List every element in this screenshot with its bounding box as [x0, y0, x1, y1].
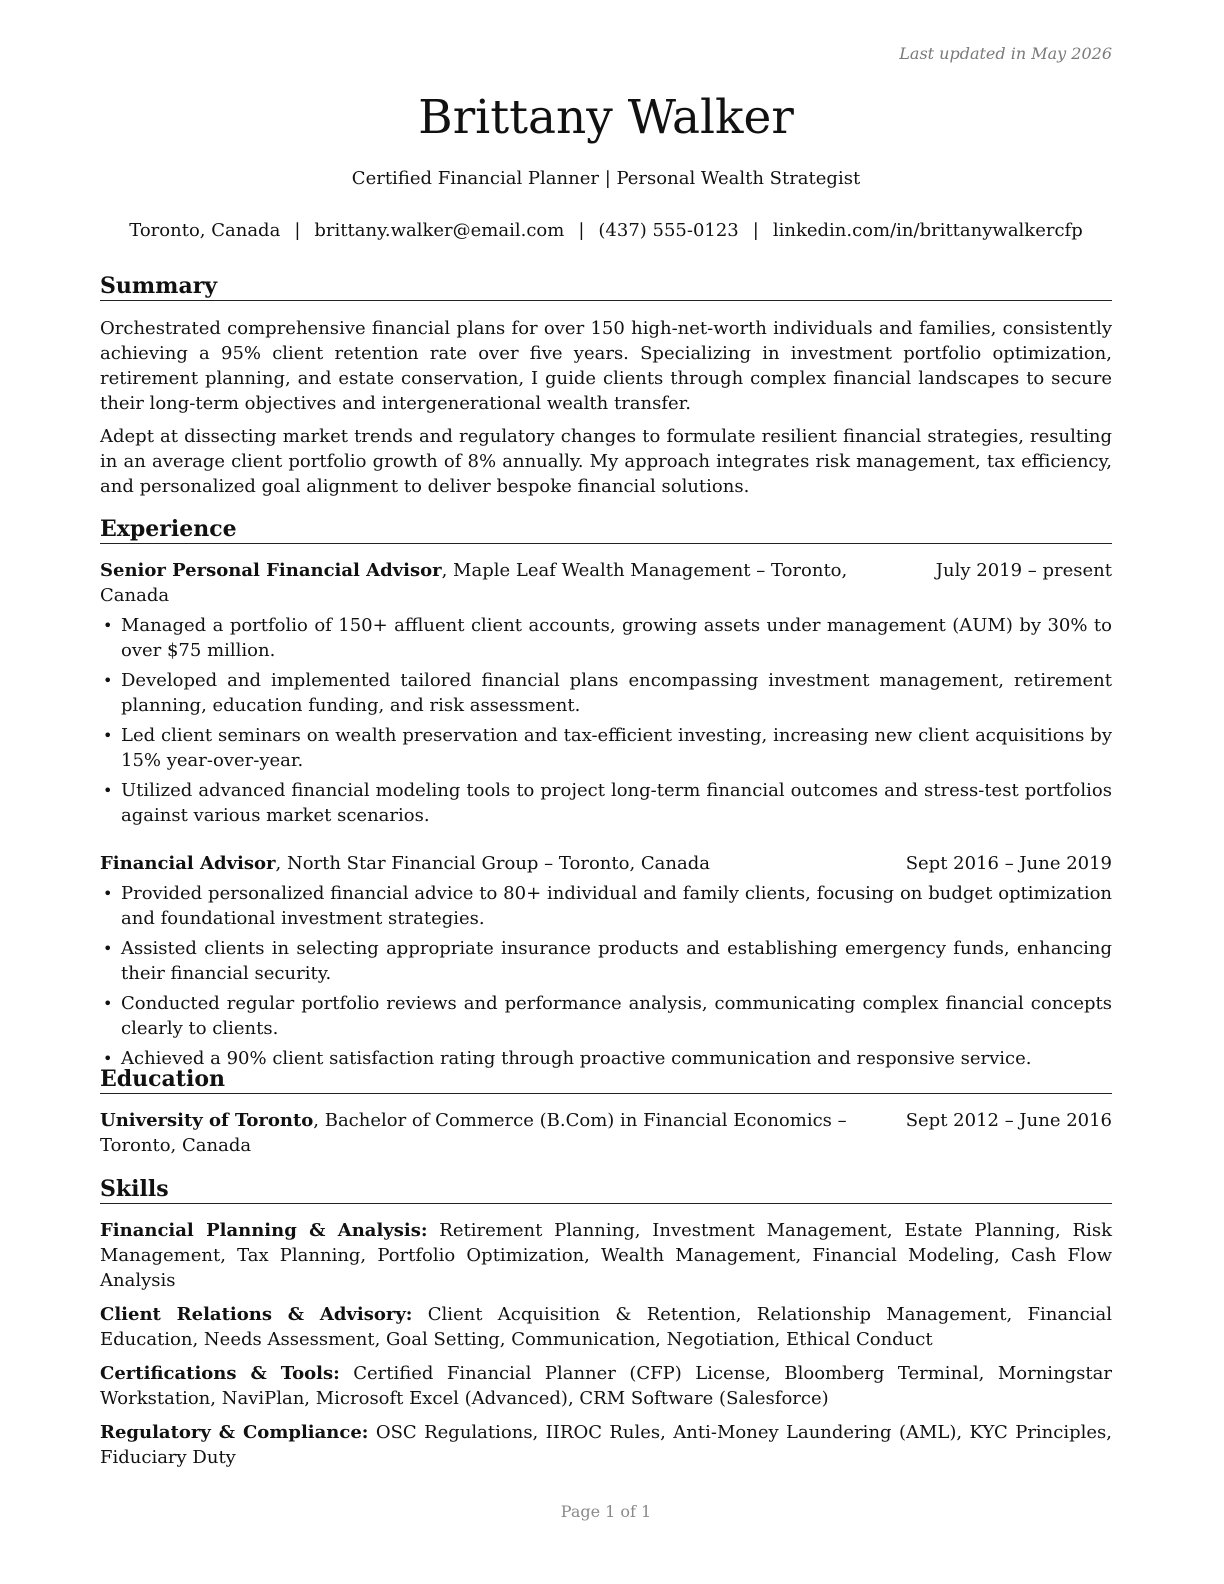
- section-title-summary: Summary: [100, 272, 1112, 301]
- bullet-icon: •: [103, 1049, 113, 1068]
- skill-group-label: Client Relations & Advisory:: [100, 1304, 413, 1325]
- bullet-icon: •: [103, 939, 113, 958]
- candidate-tagline: Certified Financial Planner | Personal Wealth Strategist: [351, 168, 861, 189]
- skill-group-label: Regulatory & Compliance:: [100, 1422, 369, 1443]
- skill-group: [100, 1420, 1112, 1470]
- education-school: University of Toronto: [100, 1110, 314, 1131]
- skill-group: [100, 1218, 1112, 1293]
- contact-separator: |: [294, 220, 301, 241]
- resume-page: [100, 0, 1112, 1584]
- job-role: Financial Advisor: [100, 853, 276, 874]
- job-bullet: • Achieved a 90% client satisfaction rating through proactive communication and responsive service.: [103, 1048, 1032, 1069]
- summary-paragraph: Adept at dissecting market trends and regulatory changes to formulate resilient financial strategies, resulting in an average client portfolio growth of 8% annually. My approach integrates risk management, tax efficiency, and personalized goal alignment to deliver bespoke financial solutions.: [100, 426, 1112, 497]
- section-title-skills: Skills: [100, 1175, 1112, 1204]
- skill-group-label: Financial Planning & Analysis:: [100, 1220, 428, 1241]
- education-line: [100, 1108, 876, 1158]
- job-dates: Sept 2016 – June 2019: [905, 853, 1112, 874]
- contact-linkedin[interactable]: linkedin.com/in/brittanywalkercfp: [772, 220, 1083, 241]
- job-bullet: • Led client seminars on wealth preservation and tax-efficient investing, increasing new client acquisitions by 15% year-over-year.: [103, 725, 1112, 771]
- job-role: Senior Personal Financial Advisor: [100, 560, 442, 581]
- skills-section: [100, 1175, 1112, 1470]
- summary-paragraph: Orchestrated comprehensive financial plans for over 150 high-net-worth individuals and families, consistently achieving a 95% client retention rate over five years. Specializing in investment portfolio optimization, retirement planning, and estate conservation, I guide clients through complex financial landscapes to secure their long-term objectives and intergenerational wealth transfer.: [100, 318, 1112, 414]
- job-title-line: [100, 558, 906, 608]
- skill-group-items: OSC Regulations, IIROC Rules, Anti-Money Laundering (AML), KYC Principles, Fiduciary Duty: [100, 1422, 1112, 1468]
- last-updated-note: Last updated in May 2026: [899, 44, 1112, 63]
- contact-email[interactable]: brittany.walker@email.com: [314, 220, 565, 241]
- bullet-icon: •: [103, 671, 113, 690]
- job-organization: , North Star Financial Group – Toronto, Canada: [275, 853, 710, 874]
- contact-line: [60, 219, 1152, 243]
- job-bullet: • Utilized advanced financial modeling tools to project long-term financial outcomes and stress-test portfolios against various market scenarios.: [103, 780, 1112, 826]
- skill-group-items: Client Acquisition & Retention, Relationship Management, Financial Education, Needs Assessment, Goal Setting, Communication, Negotiation, Ethical Conduct: [100, 1304, 1112, 1350]
- job-bullet: • Developed and implemented tailored financial plans encompassing investment management, retirement planning, education funding, and risk assessment.: [103, 670, 1112, 716]
- section-title-experience: Experience: [100, 515, 1112, 544]
- job-bullet: • Provided personalized financial advice to 80+ individual and family clients, focusing on budget optimization and foundational investment strategies.: [103, 883, 1112, 929]
- bullet-icon: •: [103, 781, 113, 800]
- education-entry: [100, 1108, 1112, 1158]
- job-entry: [100, 558, 1112, 828]
- job-bullet: • Assisted clients in selecting appropriate insurance products and establishing emergency funds, enhancing their financial security.: [103, 938, 1112, 984]
- contact-separator: |: [578, 220, 585, 241]
- education-dates: Sept 2012 – June 2016: [905, 1110, 1112, 1131]
- experience-section: [100, 515, 1112, 1071]
- bullet-icon: •: [103, 726, 113, 745]
- skill-group-items: Certified Financial Planner (CFP) License, Bloomberg Terminal, Morningstar Workstation, NaviPlan, Microsoft Excel (Advanced), CRM Software (Salesforce): [100, 1363, 1112, 1409]
- job-header: [100, 851, 1112, 876]
- education-section: [100, 1065, 1112, 1158]
- job-entry: [100, 851, 1112, 1071]
- section-title-education: Education: [100, 1065, 1112, 1094]
- job-bullet: • Managed a portfolio of 150+ affluent client accounts, growing assets under management (AUM) by 30% to over $75 million.: [103, 615, 1112, 661]
- contact-phone[interactable]: (437) 555-0123: [598, 220, 739, 241]
- summary-section: [100, 272, 1112, 499]
- skill-group-label: Certifications & Tools:: [100, 1363, 340, 1384]
- job-bullet-list: [100, 613, 1112, 828]
- candidate-name: Brittany Walker: [418, 90, 794, 145]
- bullet-icon: •: [103, 994, 113, 1013]
- contact-separator: |: [752, 220, 759, 241]
- bullet-icon: •: [103, 884, 113, 903]
- job-title-line: [100, 851, 710, 876]
- bullet-icon: •: [103, 616, 113, 635]
- contact-location: Toronto, Canada: [129, 220, 281, 241]
- page-number: Page 1 of 1: [560, 1502, 652, 1521]
- education-degree: , Bachelor of Commerce (B.Com) in Financial Economics – Toronto, Canada: [100, 1110, 847, 1156]
- job-header: [100, 558, 1112, 608]
- job-bullet-list: [100, 881, 1112, 1071]
- job-bullet: • Conducted regular portfolio reviews and performance analysis, communicating complex financial concepts clearly to clients.: [103, 993, 1112, 1039]
- skill-group-items: Retirement Planning, Investment Management, Estate Planning, Risk Management, Tax Planning, Portfolio Optimization, Wealth Management, Financial Modeling, Cash Flow Analysis: [100, 1220, 1112, 1291]
- skill-group: [100, 1361, 1112, 1411]
- job-organization: , Maple Leaf Wealth Management – Toronto, Canada: [100, 560, 848, 606]
- skill-group: [100, 1302, 1112, 1352]
- job-dates: July 2019 – present: [935, 560, 1112, 581]
